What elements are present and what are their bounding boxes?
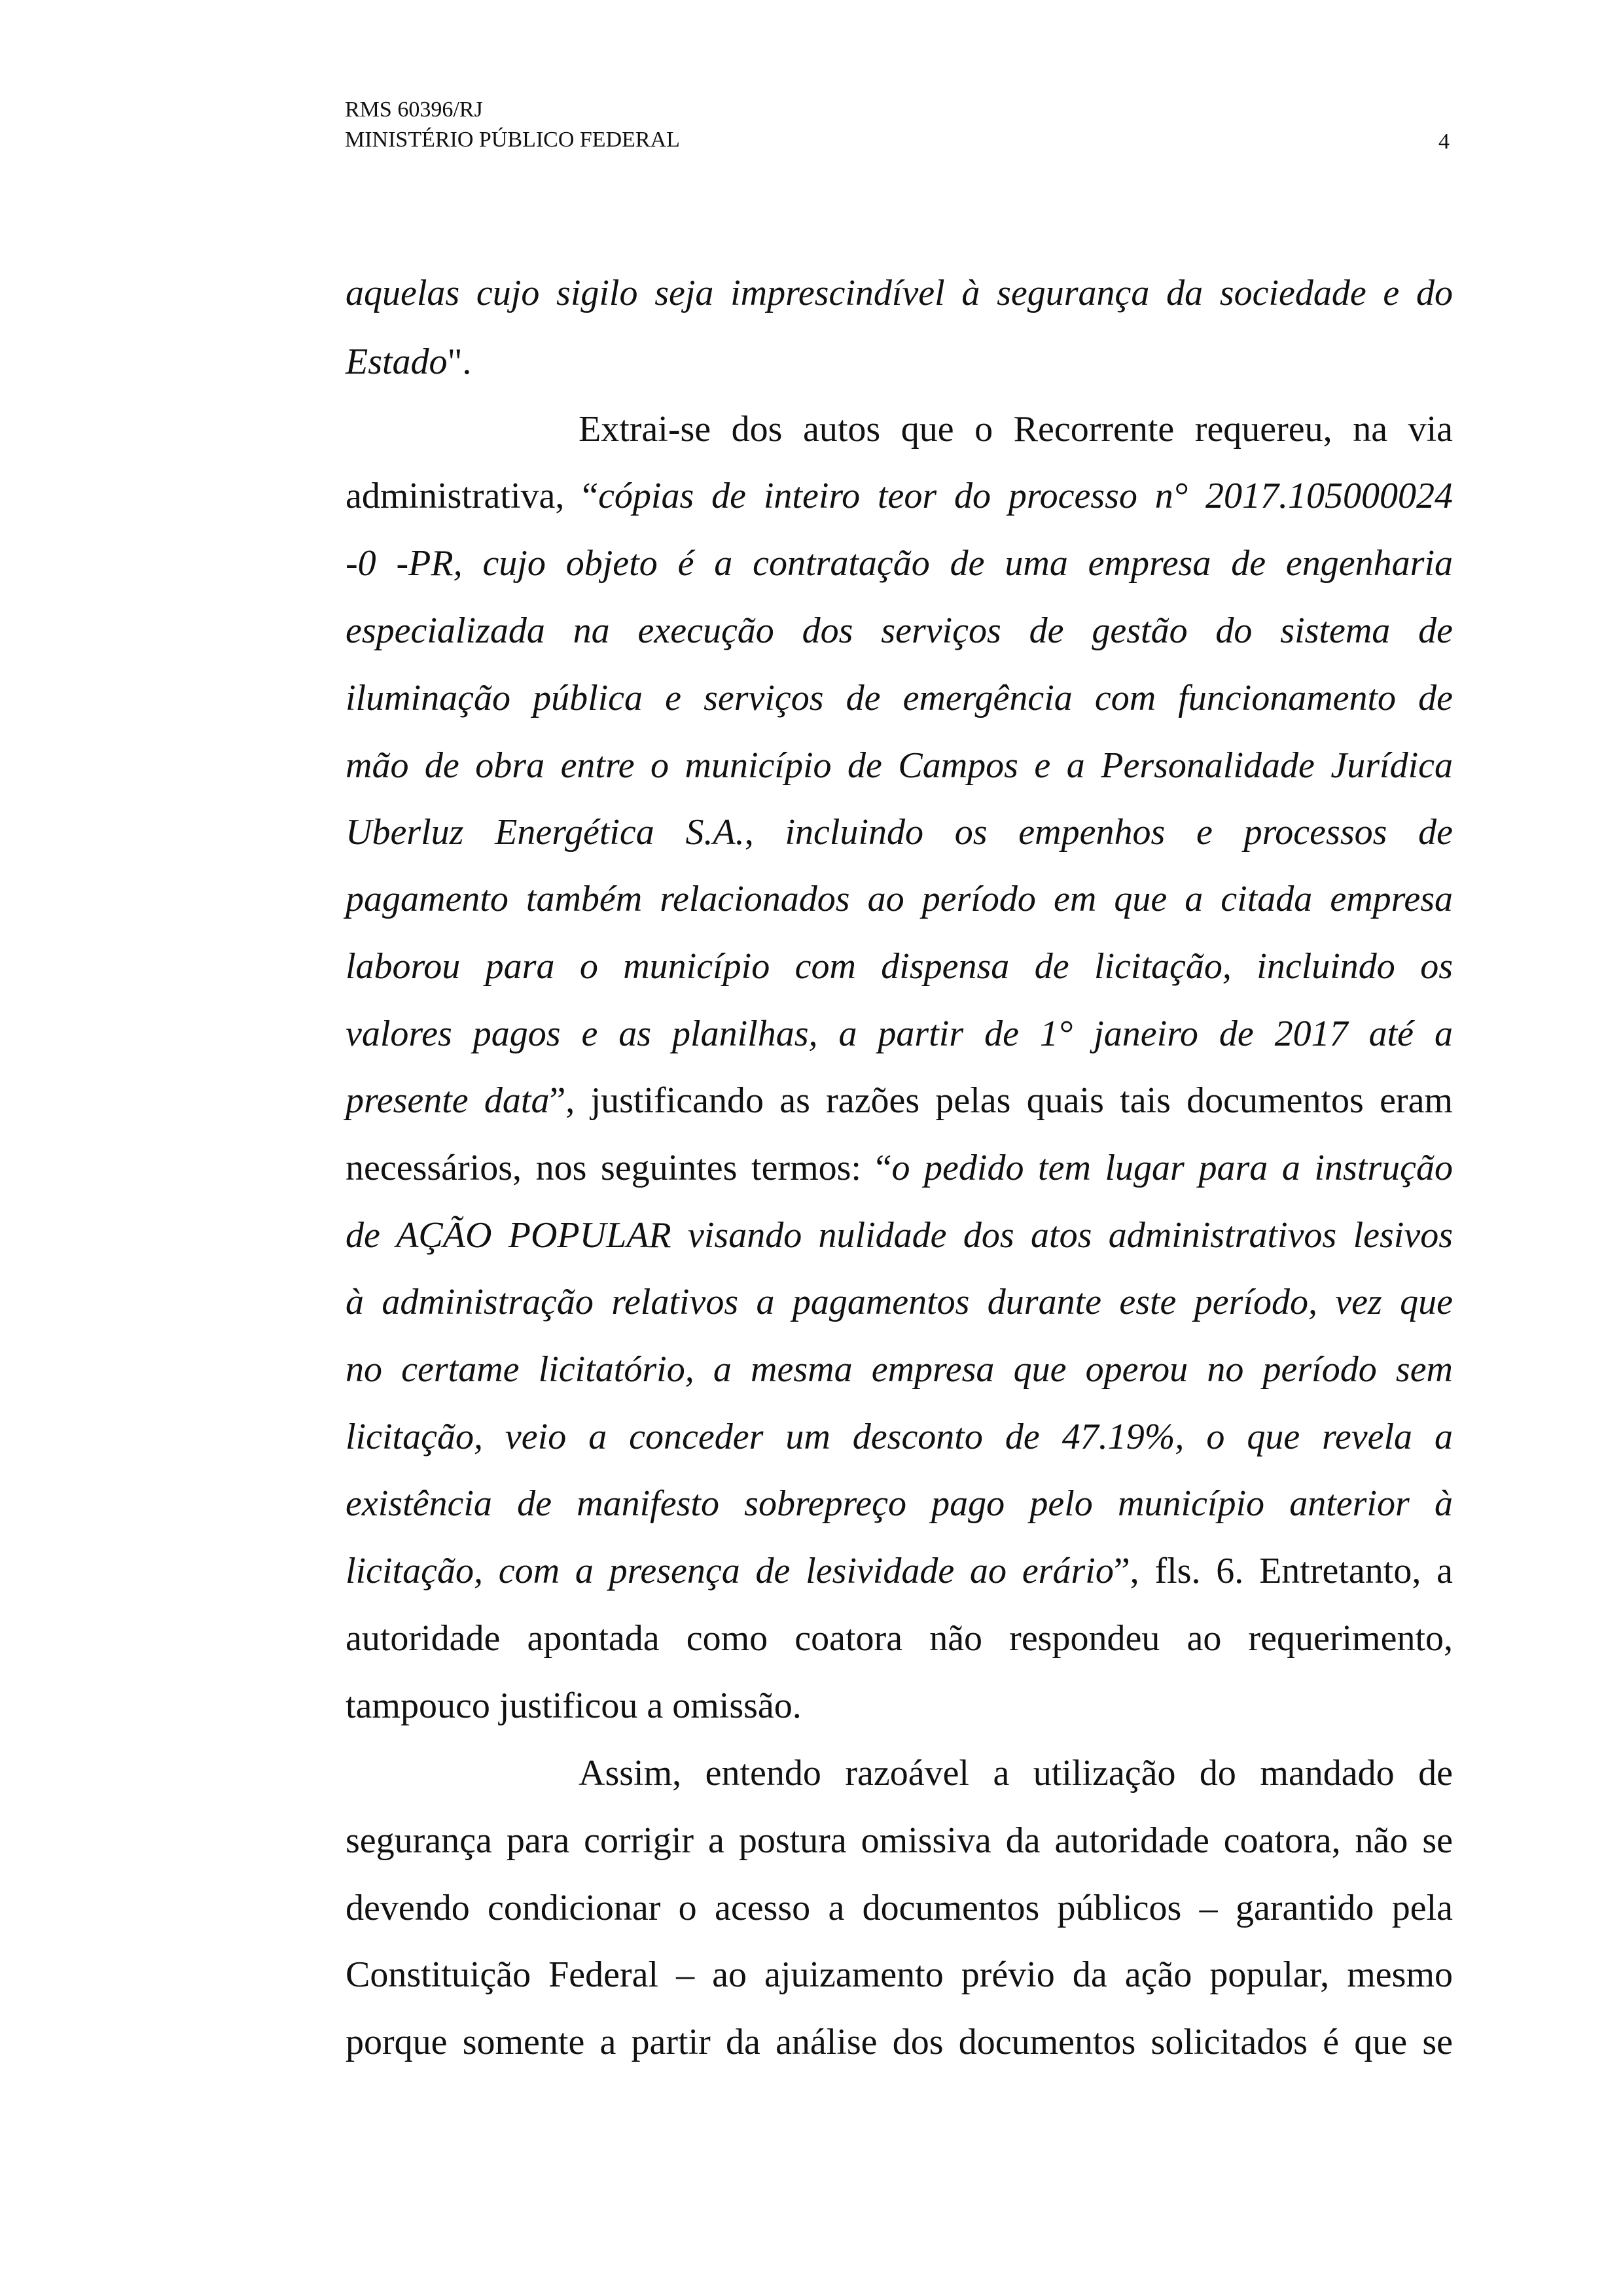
- italic-segment: o pedido tem lugar para a instrução: [891, 1148, 1453, 1188]
- text-line: [346, 1548, 1453, 1594]
- text-line: [346, 1481, 1453, 1527]
- page-header: [345, 95, 680, 155]
- text-line: [346, 608, 1453, 654]
- case-number: RMS 60396/RJ: [345, 97, 483, 122]
- italic-segment: Estado: [346, 342, 448, 382]
- text-line: [346, 1818, 1453, 1863]
- italic-segment: de AÇÃO POPULAR visando nulidade dos atos administrativos lesivos: [346, 1215, 1453, 1256]
- text-line: [346, 1616, 1453, 1661]
- text-line: [346, 473, 1453, 519]
- text-segment: Constituição Federal – ao ajuizamento prévio da ação popular, mesmo: [346, 1954, 1453, 1995]
- italic-segment: no certame licitatório, a mesma empresa que operou no período sem: [346, 1349, 1453, 1390]
- italic-segment: licitação, veio a conceder um desconto de 47.19%, o que revela a: [346, 1417, 1453, 1457]
- italic-segment: -0 -PR, cujo objeto é a contratação de uma empresa de engenharia: [346, 543, 1453, 584]
- text-line: [346, 1212, 1453, 1258]
- italic-segment: Uberluz Energética S.A.: [346, 812, 745, 853]
- text-line: [346, 339, 1453, 385]
- text-line: [346, 1885, 1453, 1931]
- italic-segment: à administração relativos a pagamentos durante este período, vez que: [346, 1282, 1453, 1322]
- text-segment: porque somente a partir da análise dos documentos solicitados é que se: [346, 2022, 1453, 2062]
- italic-segment: licitação, com a presença de lesividade ao erário: [346, 1551, 1114, 1591]
- text-line: [346, 540, 1453, 586]
- text-segment: ".: [447, 342, 472, 382]
- italic-segment: valores pagos e as planilhas, a partir de 1° janeiro de 2017 até a: [346, 1014, 1453, 1054]
- text-line: [346, 2019, 1453, 2065]
- text-segment: Extrai-se dos autos que o Recorrente requereu, na via: [579, 409, 1453, 450]
- text-segment: devendo condicionar o acesso a documentos públicos – garantido pela: [346, 1888, 1453, 1928]
- text-line: [346, 1279, 1453, 1325]
- text-segment: ,: [744, 812, 785, 853]
- text-line: [346, 1347, 1453, 1392]
- text-segment: autoridade apontada como coatora não respondeu ao requerimento,: [346, 1618, 1453, 1659]
- italic-segment: pagamento também relacionados ao período em que a citada empresa: [346, 879, 1453, 919]
- italic-segment: presente data: [346, 1080, 550, 1121]
- text-line: [579, 1750, 1453, 1796]
- text-line: [346, 1952, 1453, 1998]
- text-line: [346, 1414, 1453, 1460]
- italic-segment: laborou para o município com dispensa de licitação, incluindo os: [346, 946, 1453, 987]
- text-line: [346, 675, 1453, 721]
- text-line: [346, 1011, 1453, 1057]
- text-line: [346, 1145, 1453, 1191]
- text-line: [346, 1683, 1453, 1729]
- text-line: [346, 270, 1453, 316]
- text-segment: necessários, nos seguintes termos: “: [346, 1148, 892, 1188]
- italic-segment: aquelas cujo sigilo seja imprescindível à segurança da sociedade e do: [346, 273, 1453, 313]
- text-segment: ”, fls. 6. Entretanto, a: [1113, 1551, 1453, 1591]
- text-line: [346, 876, 1453, 922]
- italic-segment: mão de obra entre o município de Campos e a Personalidade Jurídica: [346, 745, 1453, 786]
- text-line: [579, 406, 1453, 452]
- italic-segment: iluminação pública e serviços de emergência com funcionamento de: [346, 678, 1453, 718]
- text-segment: segurança para corrigir a postura omissiva da autoridade coatora, não se: [346, 1820, 1453, 1861]
- text-segment: administrativa, “: [346, 476, 599, 516]
- text-segment: tampouco justificou a omissão.: [346, 1686, 802, 1726]
- text-segment: ”, justificando as razões pelas quais tais documentos eram: [549, 1080, 1453, 1121]
- text-line: [346, 743, 1453, 788]
- office-name: MINISTÉRIO PÚBLICO FEDERAL: [345, 128, 680, 152]
- text-line: [346, 809, 1453, 855]
- italic-segment: especializada na execução dos serviços de gestão do sistema de: [346, 610, 1453, 651]
- page-number: 4: [1438, 130, 1450, 154]
- text-line: [346, 1078, 1453, 1123]
- italic-segment: existência de manifesto sobrepreço pago pelo município anterior à: [346, 1483, 1453, 1524]
- italic-segment: incluindo os empenhos e processos de: [785, 812, 1453, 853]
- text-line: [346, 944, 1453, 989]
- italic-segment: cópias de inteiro teor do processo n° 2017.105000024: [598, 476, 1454, 516]
- text-segment: Assim, entendo razoável a utilização do mandado de: [579, 1753, 1453, 1793]
